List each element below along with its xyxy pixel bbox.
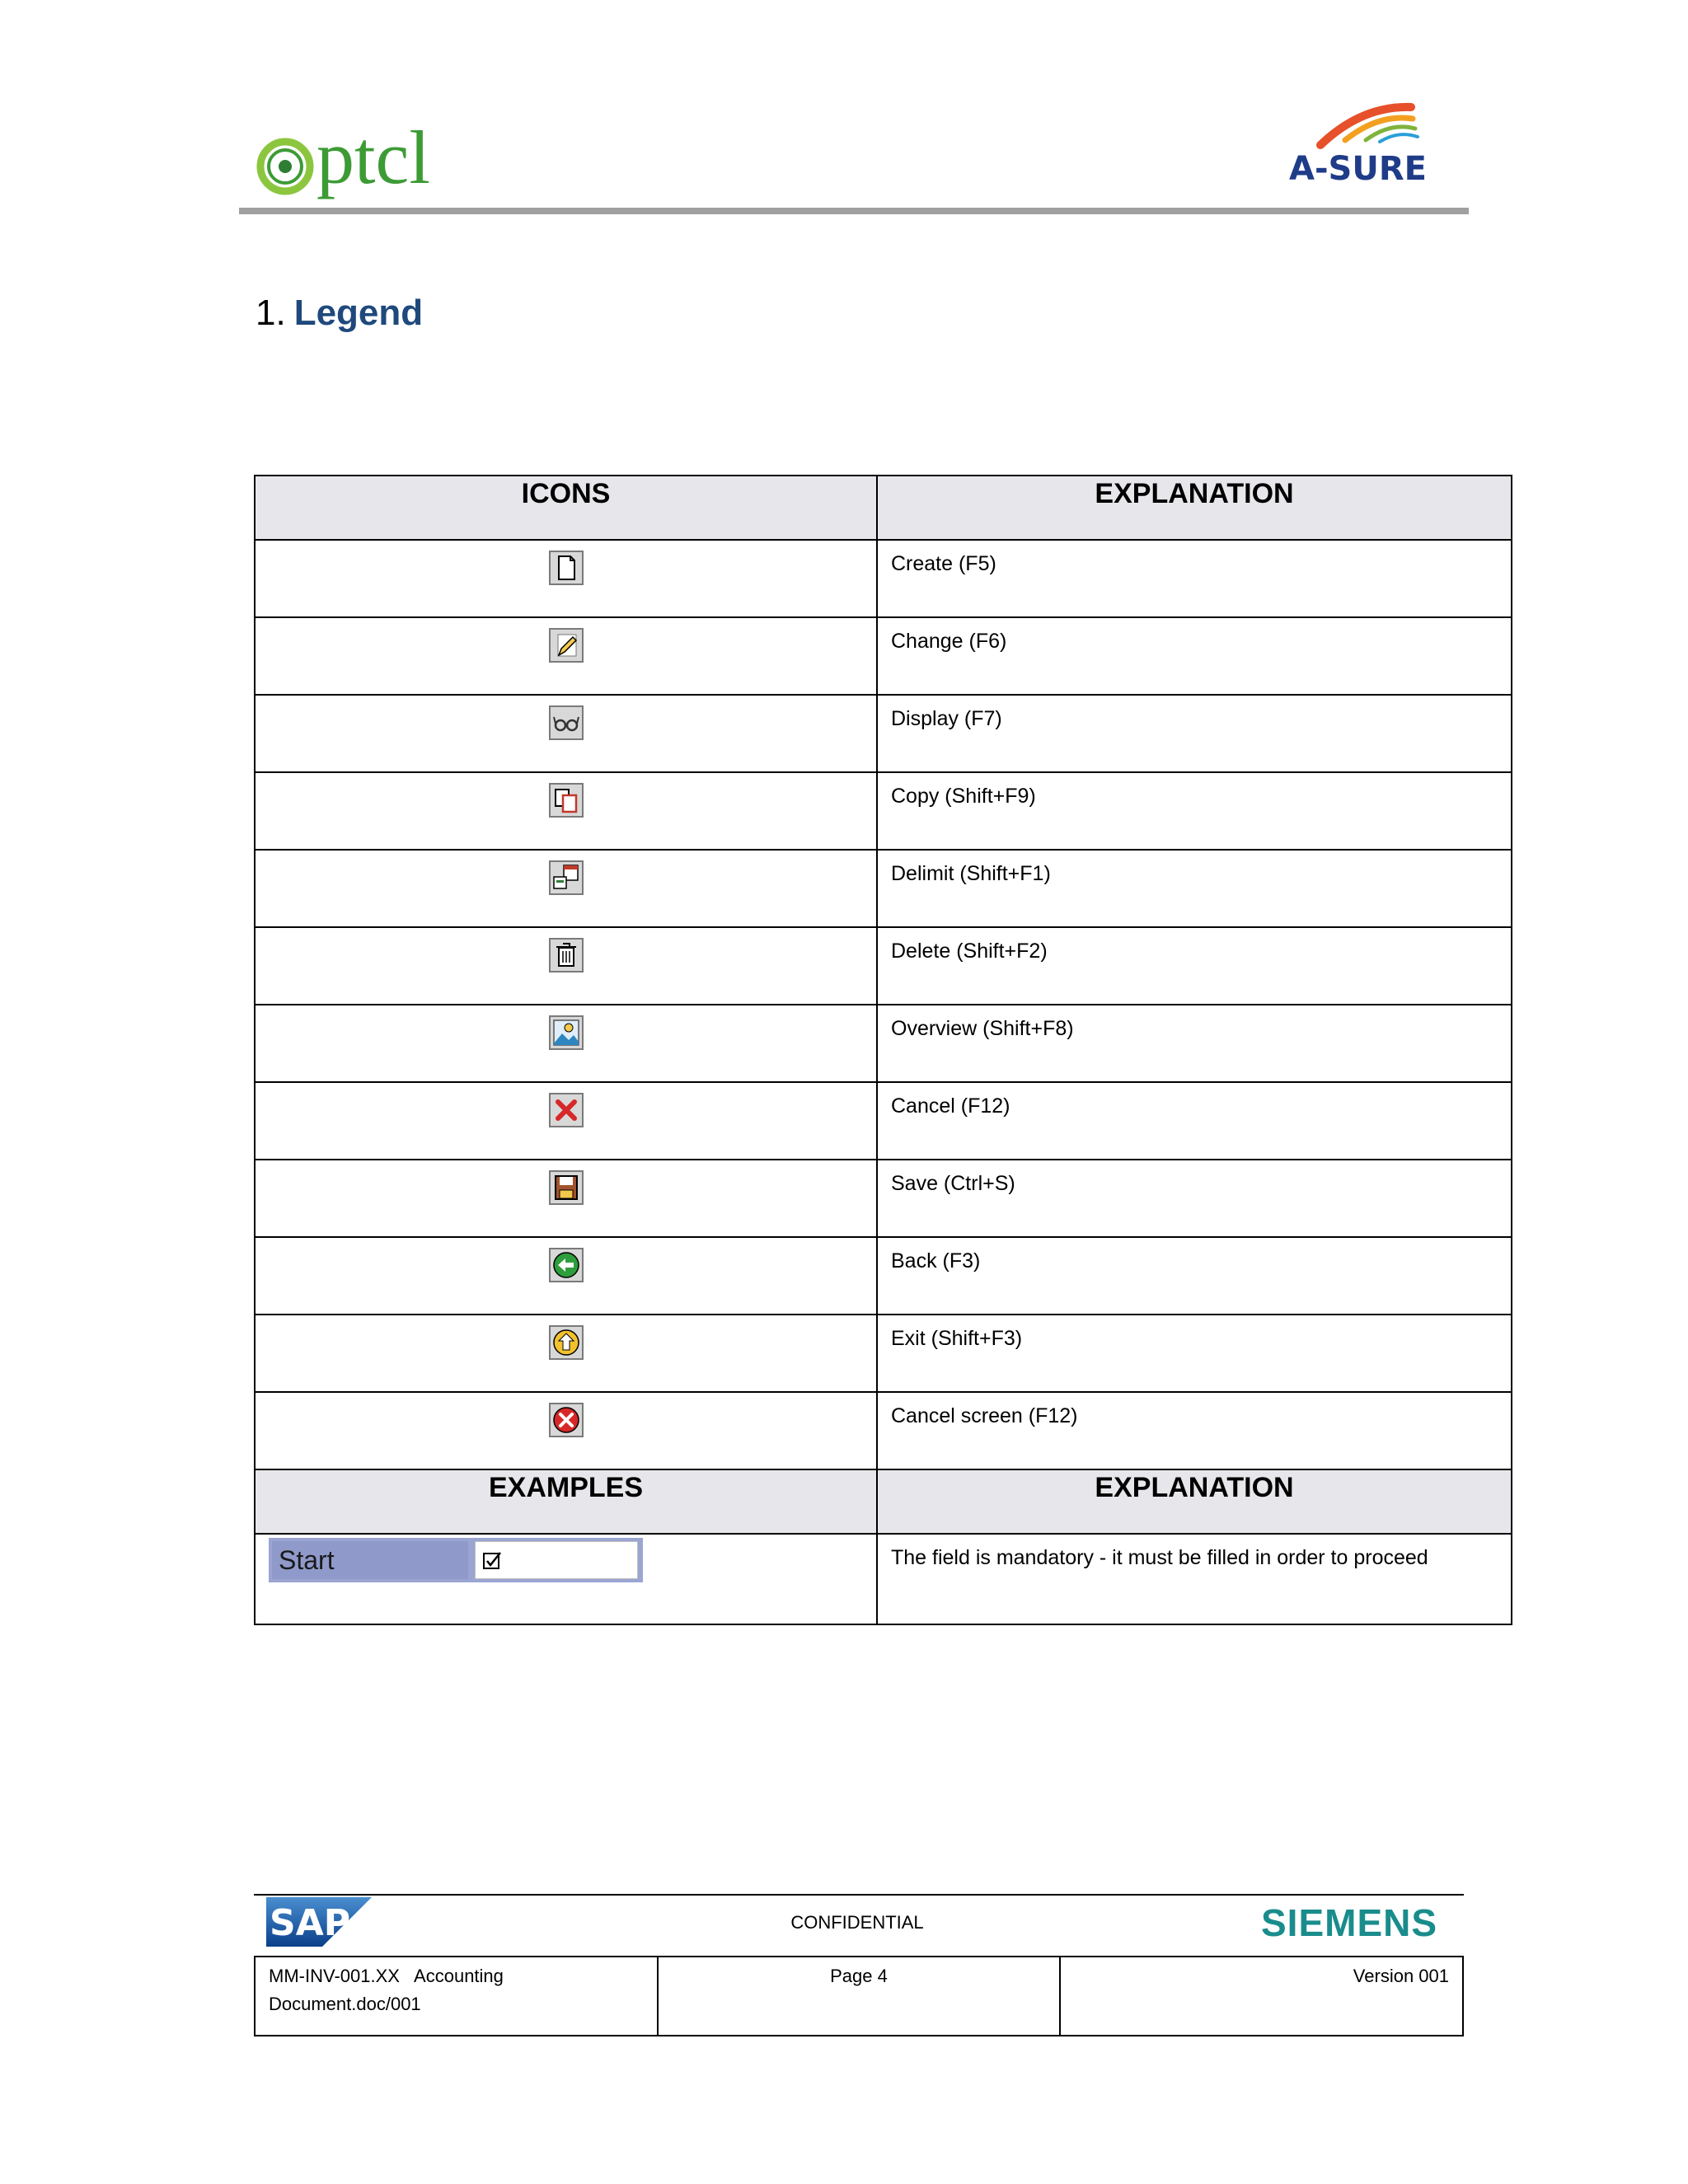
sap-logo-text: SAP	[270, 1902, 350, 1944]
copy-icon	[549, 783, 584, 818]
table-row	[255, 1005, 1512, 1082]
icons-column-header: ICONS	[255, 476, 877, 540]
example-explanation-cell: The field is mandatory - it must be filled in order to proceed	[877, 1534, 1512, 1624]
header-rule	[239, 208, 1469, 214]
examples-column-header: EXAMPLES	[255, 1469, 877, 1534]
explanation-cell: Display (F7)	[877, 695, 1512, 772]
siemens-logo: SIEMENS	[1261, 1901, 1438, 1944]
table-row	[255, 1237, 1512, 1315]
explanation-cell: Cancel (F12)	[877, 1082, 1512, 1160]
section-title: Legend	[293, 293, 424, 333]
ptcl-logo-text: ptcl	[316, 115, 430, 199]
legend-table	[254, 475, 1512, 1625]
table-row	[255, 850, 1512, 927]
example-cell	[255, 1534, 877, 1624]
section-number: 1.	[256, 293, 286, 333]
exit-up-arrow-icon	[549, 1325, 584, 1360]
examples-explanation-header: EXPLANATION	[877, 1469, 1512, 1534]
table-row	[255, 1160, 1512, 1237]
version-label: Version 001	[1060, 1957, 1463, 2036]
required-checkbox-icon	[482, 1550, 504, 1572]
back-arrow-icon	[549, 1248, 584, 1282]
asure-logo-text: A-SURE	[1289, 150, 1427, 188]
explanation-cell: Overview (Shift+F8)	[877, 1005, 1512, 1082]
explanation-cell: Exit (Shift+F3)	[877, 1315, 1512, 1392]
cancel-screen-icon	[549, 1403, 584, 1437]
footer-table	[254, 1956, 1464, 2036]
table-row	[255, 540, 1512, 617]
table-row	[255, 1392, 1512, 1469]
section-heading	[256, 288, 423, 338]
table-row	[255, 1315, 1512, 1392]
explanation-cell: Back (F3)	[877, 1237, 1512, 1315]
table-row	[255, 927, 1512, 1005]
save-floppy-icon	[549, 1170, 584, 1205]
display-glasses-icon	[549, 705, 584, 740]
document-id-line1: MM-INV-001.XX Accounting	[269, 1966, 504, 1986]
explanation-cell: Save (Ctrl+S)	[877, 1160, 1512, 1237]
footer-rule	[254, 1894, 1464, 1896]
create-icon	[549, 551, 584, 585]
document-id-line2: Document.doc/001	[269, 1994, 421, 2014]
explanation-cell: Create (F5)	[877, 540, 1512, 617]
table-row	[255, 772, 1512, 850]
table-row	[255, 695, 1512, 772]
sap-logo	[266, 1897, 372, 1950]
field-label: Start	[272, 1541, 468, 1579]
legend-header-row	[255, 476, 1512, 540]
mandatory-field-example	[269, 1538, 643, 1582]
examples-header-row	[255, 1469, 1512, 1534]
explanation-column-header: EXPLANATION	[877, 476, 1512, 540]
explanation-cell: Delete (Shift+F2)	[877, 927, 1512, 1005]
explanation-cell: Delimit (Shift+F1)	[877, 850, 1512, 927]
asure-logo	[1287, 97, 1428, 188]
explanation-cell: Copy (Shift+F9)	[877, 772, 1512, 850]
start-input-field[interactable]	[475, 1541, 638, 1579]
overview-picture-icon	[549, 1015, 584, 1050]
page-number: Page 4	[658, 1957, 1061, 2036]
example-row	[255, 1534, 1512, 1624]
change-pencil-icon	[549, 628, 584, 663]
delimit-calendar-icon	[549, 860, 584, 895]
document-id-cell	[255, 1957, 658, 2036]
delete-trash-icon	[549, 938, 584, 972]
explanation-cell: Cancel screen (F12)	[877, 1392, 1512, 1469]
table-row	[255, 1082, 1512, 1160]
table-row	[255, 617, 1512, 695]
cancel-x-icon	[549, 1093, 584, 1127]
explanation-cell: Change (F6)	[877, 617, 1512, 695]
confidential-label: CONFIDENTIAL	[790, 1912, 924, 1933]
ptcl-logo	[254, 115, 460, 210]
